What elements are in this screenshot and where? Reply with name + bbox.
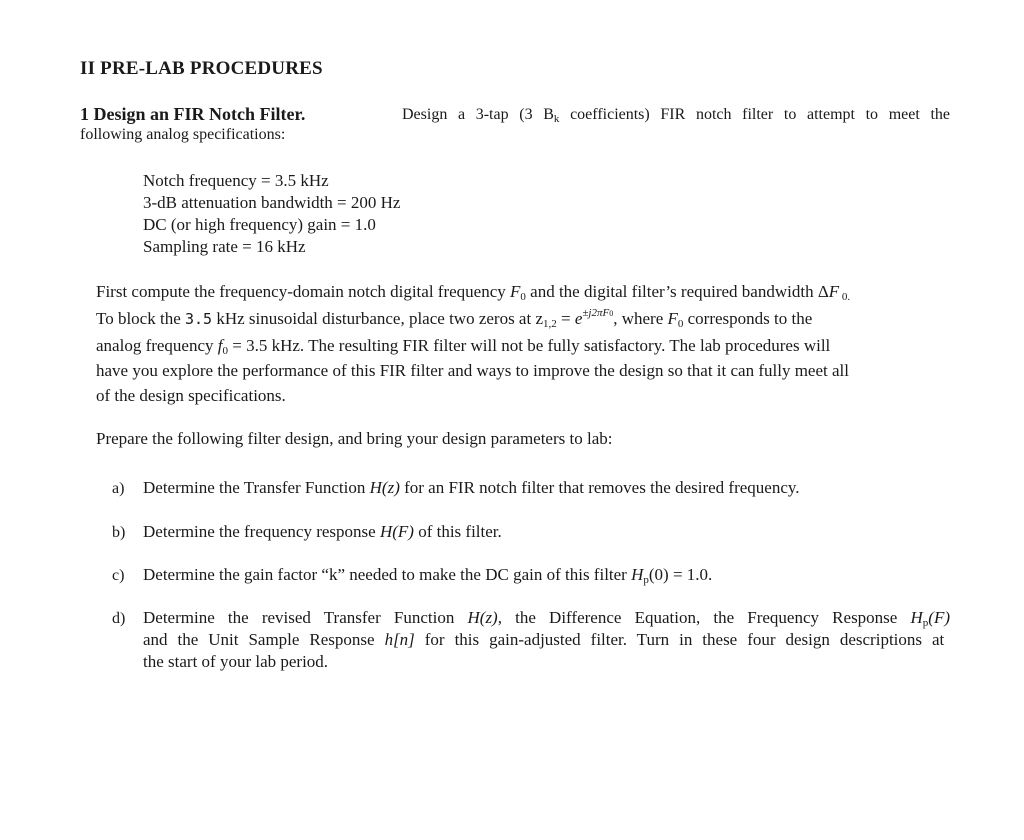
item-d-var-hn: h[n]: [384, 630, 415, 649]
paragraph-line-3: [96, 336, 830, 356]
p2-text-e: corresponds to the: [683, 309, 813, 328]
list-item-d-line-2: [143, 630, 944, 650]
list-item-c: [143, 565, 712, 585]
subsection-lead-continued: following analog specifications:: [80, 126, 286, 143]
item-d-text-d: for this gain-adjusted filter. Turn in these four design descriptions at: [414, 630, 945, 649]
lead-rest: coefficients) FIR notch filter to attempt to meet the: [559, 106, 951, 123]
spec-bandwidth: 3-dB attenuation bandwidth = 200 Hz: [143, 193, 401, 212]
item-b-var: H(F): [379, 522, 414, 541]
p2-exponent-text: ±j2πF: [582, 307, 610, 319]
p2-var-f0: F: [667, 309, 678, 328]
item-a-var: H(z): [369, 478, 400, 497]
item-c-sub: p: [643, 574, 649, 586]
p2-text-b: kHz sinusoidal disturbance, place two zeros at z: [212, 309, 543, 328]
item-b-text-2: of this filter.: [413, 522, 502, 541]
p2-equals: =: [556, 309, 575, 328]
spec-notch-frequency: Notch frequency = 3.5 kHz: [143, 171, 329, 190]
p2-exponent: [582, 307, 613, 319]
p1-var-f0: F: [510, 282, 521, 301]
list-item-b: [143, 522, 502, 542]
item-c-text-2: (0) = 1.0.: [648, 565, 713, 584]
p3-var-f0: f: [217, 336, 223, 355]
p1-sub-0: 0: [520, 291, 526, 303]
p1-text-b: and the digital filter’s required bandwidth Δ: [525, 282, 829, 301]
p2-sub-0: 0: [677, 318, 684, 330]
spec-dc-gain: DC (or high frequency) gain = 1.0: [143, 215, 376, 234]
item-d-text-a: Determine the revised Transfer Function: [143, 608, 468, 627]
spec-sampling-rate: Sampling rate = 16 kHz: [143, 237, 306, 256]
p2-text-a: To block the: [96, 309, 185, 328]
section-heading: II PRE-LAB PROCEDURES: [80, 58, 323, 79]
item-a-text-2: for an FIR notch filter that removes the desired frequency.: [399, 478, 800, 497]
subsection-title: 1 Design an FIR Notch Filter.: [80, 104, 306, 124]
item-c-var: H: [631, 565, 644, 584]
item-d-var-h: H: [910, 608, 923, 627]
lead-subscript: k: [553, 113, 560, 125]
item-d-text-c: and the Unit Sample Response: [143, 630, 385, 649]
list-item-d-line-1: [143, 608, 950, 628]
item-d-var-f: (F): [928, 608, 950, 627]
p2-euler-e: e: [574, 309, 583, 328]
list-letter-a: a): [112, 480, 125, 497]
item-c-text-1: Determine the gain factor “k” needed to make the DC gain of this filter: [143, 565, 632, 584]
list-letter-d: d): [112, 610, 126, 627]
paragraph-line-2: [96, 309, 812, 329]
p3-text-a: analog frequency: [96, 336, 218, 355]
item-d-sub-p: p: [922, 617, 929, 629]
p1-var-delta-f: F: [828, 282, 840, 301]
p2-exponent-sub: 0: [609, 309, 614, 318]
p3-text-b: = 3.5 kHz. The resulting FIR filter will not be fully satisfactory. The lab procedures will: [228, 336, 831, 355]
paragraph-line-5: of the design specifications.: [96, 386, 286, 405]
p2-mono-value: 3.5: [184, 310, 213, 328]
item-a-text-1: Determine the Transfer Function: [143, 478, 370, 497]
list-item-d-line-3: the start of your lab period.: [143, 652, 329, 671]
prepare-line: Prepare the following filter design, and bring your design parameters to lab:: [96, 429, 613, 448]
paragraph-line-4: have you explore the performance of this FIR filter and ways to improve the design so that it can fully meet all: [96, 361, 849, 380]
item-b-text-1: Determine the frequency response: [143, 522, 380, 541]
p1-text-a: First compute the frequency-domain notch digital frequency: [96, 282, 511, 301]
p3-sub-0: 0: [222, 345, 229, 357]
p2-text-d: , where: [613, 309, 668, 328]
list-letter-b: b): [112, 524, 126, 541]
p1-sub-0b: 0.: [839, 291, 851, 303]
lead-text: Design a 3-tap (3 B: [402, 106, 554, 123]
item-d-var-hz: H(z): [467, 608, 498, 627]
p2-sub-12: 1,2: [543, 318, 557, 330]
paragraph-line-1: [96, 282, 850, 302]
list-letter-c: c): [112, 567, 125, 584]
item-d-text-b: , the Difference Equation, the Frequency Response: [497, 608, 911, 627]
list-item-a: [143, 478, 800, 498]
subsection-lead: [402, 106, 950, 124]
